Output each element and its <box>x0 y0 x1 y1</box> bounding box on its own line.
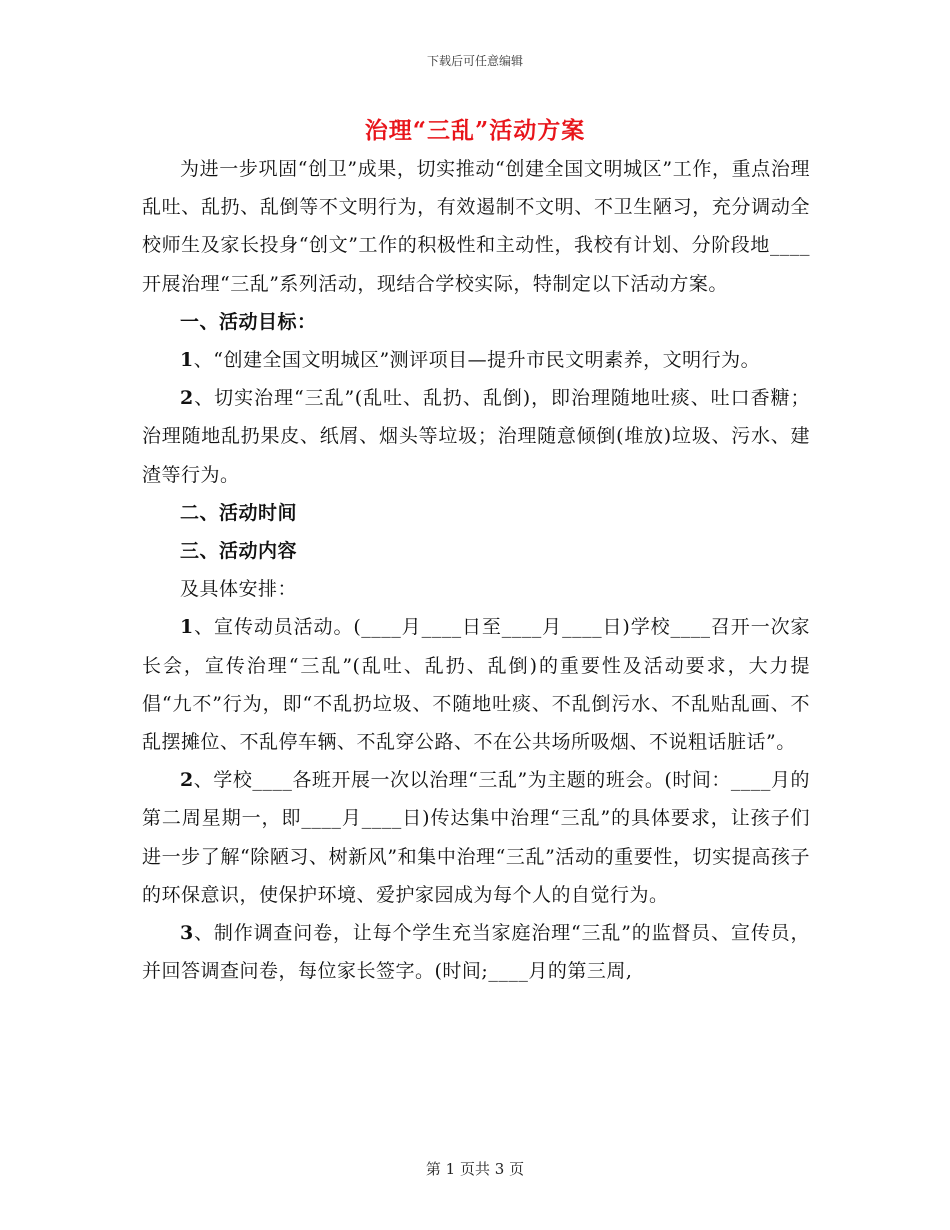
section-heading-time: 二、活动时间 <box>180 501 298 524</box>
goal-item-2-text: 、切实治理“三乱”(乱吐、乱扔、乱倒)，即治理随地吐痰、吐口香糖；治理随地乱扔果皮、纸屑、烟头等垃圾；治理随意倾倒(堆放)垃圾、污水、建渣等行为。 <box>142 387 810 486</box>
section-heading-goals: 一、活动目标： <box>180 310 317 333</box>
goal-item-2 <box>142 379 810 494</box>
goal-item-1 <box>142 341 810 379</box>
page-footer: 第 1 页共 3 页 <box>425 1160 525 1178</box>
content-item-1-text: 、宣传动员活动。(____月____日至____月____日)学校____召开一次家长会，宣传治理“三乱”(乱吐、乱扔、乱倒)的重要性及活动要求，大力提倡“九不”行为，即“不乱扔垃圾、不随地吐痰、不乱倒污水、不乱贴乱画、不乱摆摊位、不乱停车辆、不乱穿公路、不在公共场所吸烟、不说粗话脏话”。 <box>142 616 810 754</box>
arrangement-intro: 及具体安排： <box>180 578 298 601</box>
goal-item-1-number: 1 <box>180 349 194 372</box>
content-item-3-text: 、制作调查问卷，让每个学生充当家庭治理“三乱”的监督员、宣传员，并回答调查问卷，每位家长签字。(时间;____月的第三周, <box>142 922 810 983</box>
content-item-2-number: 2 <box>180 769 194 792</box>
document-title: 治理“三乱”活动方案 <box>364 117 586 144</box>
content-item-2-text: 、学校____各班开展一次以治理“三乱”为主题的班会。(时间：____月的第二周星期一，即____月____日)传达集中治理“三乱”的具体要求，让孩子们进一步了解“除陋习、树新风”和集中治理“三乱”活动的重要性，切实提高孩子的环保意识，使保护环境、爱护家园成为每个人的自觉行为。 <box>142 769 810 906</box>
content-item-3-number: 3 <box>180 922 194 945</box>
content-item-1-number: 1 <box>180 616 194 639</box>
content-item-3 <box>142 914 810 990</box>
content-item-2 <box>142 761 810 914</box>
section-heading-content: 三、活动内容 <box>180 540 298 563</box>
intro-paragraph: 为进一步巩固“创卫”成果，切实推动“创建全国文明城区”工作，重点治理乱吐、乱扔、乱倒等不文明行为，有效遏制不文明、不卫生陋习，充分调动全校师生及家长投身“创文”工作的积极性和主动性，我校有计划、分阶段地____开展治理“三乱”系列活动，现结合学校实际，特制定以下活动方案。 <box>142 158 810 295</box>
content-item-1 <box>142 608 810 761</box>
document-body <box>142 150 810 990</box>
goal-item-1-text: 、“创建全国文明城区”测评项目—提升市民文明素养，文明行为。 <box>193 349 761 372</box>
goal-item-2-number: 2 <box>180 387 194 410</box>
header-note: 下载后可任意编辑 <box>426 54 523 68</box>
